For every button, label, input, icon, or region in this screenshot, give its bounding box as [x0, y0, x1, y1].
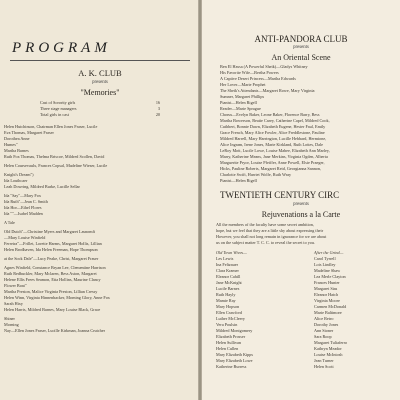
credit-line: Helen Coursevaulx, Frances Copsal, Madeline Wieser, Lucile — [4, 163, 108, 168]
credit-line: Helen Brodhaven, Ida Helen Freeman, Hope Thompson — [4, 247, 98, 252]
cast-line: A Captive Desert Princess—Martha Edwards — [220, 76, 296, 81]
credit-line: Martha Barnes — [4, 148, 29, 153]
credit-line: Martha Preston, Malice Virginia Preston, Lillian Cressy — [4, 289, 98, 294]
credit-line: Ida Ruth"—Jean C. Smith — [4, 199, 48, 204]
cast-name: Mary Elizabeth Lowe — [216, 358, 253, 363]
anti-pandora-heading: ANTI-PANDORA CLUB — [254, 34, 348, 44]
cast-name: Jean Turner — [314, 358, 334, 363]
credit-line: Old Dutch"—Christine Myers and Margaret Lasnomfi — [4, 229, 96, 234]
cast-name: Lucile Barnes — [216, 286, 240, 291]
old-town-wives-column — [216, 250, 300, 370]
cast-line: Chorus—Evelyn Baker, Leone Baker, Florence Barry, Bess — [220, 112, 320, 117]
cast-line: Alice Ingram, Irene Jones, Marie Kirkland, Ruth Lottes, Dale — [220, 142, 324, 147]
cast-name: Katherine Burress — [216, 364, 247, 369]
credit-line: Ida Louthcaer — [4, 178, 28, 183]
cast-name: Marie Baltimore — [314, 310, 342, 315]
cast-name: Kathryn Meador — [314, 346, 342, 351]
credit-line: Eva Thomas, Margaret Fraser — [4, 130, 54, 135]
cast-name: Eleanor Cahill — [216, 274, 241, 279]
column-list — [314, 256, 398, 370]
cast-name: Mildred Montgomery — [216, 328, 253, 333]
credit-line: Shiner — [4, 316, 15, 321]
credit-line: Ruth Redbuckler, Mary Mclaren, Bess Aston, Margaret — [4, 271, 97, 276]
credit-line: Helen Hutchinson, Chairman Ellen Jones Fraser, Lucile — [4, 124, 98, 129]
cast-line: Pianist—Helen Rigell — [220, 100, 257, 105]
cast-name: Lea Merle Clayton — [314, 274, 346, 279]
credit-line: Ruth Fox Thomas, Thelma Briscoe, Mildred Scollen, David — [4, 154, 105, 159]
cast-name: Clara Kramer — [216, 268, 239, 273]
credit-line: Helen Winn, Virginia Hinnenbacker, Morning Glory, Anne Fox — [4, 295, 110, 300]
cast-line: Pianist—Helen Rigell — [220, 178, 257, 183]
cast-name: Margaret Tuliaferro — [314, 340, 348, 345]
cast-name: Luther McCleery — [216, 316, 245, 321]
cast-table — [40, 100, 160, 118]
cast-name: Margaret Sias — [314, 286, 338, 291]
cast-line: LeRoy Mott, Lucile Lowe, Louise Mabee, Elizabeth Ann Marley, — [220, 148, 330, 153]
cast-line: Marry, Katherine Means, Jane Merkins, Virginia Ogden, Alberta — [220, 154, 328, 159]
credit-line: —Mary Louise Winfield — [4, 235, 46, 240]
cast-name: Dorothy Jones — [314, 322, 339, 327]
credit-line: Dorothea Anne — [4, 136, 30, 141]
intro-paragraph — [216, 222, 398, 246]
intro-line: hope, but we feel that they are a little shy about expressing their — [216, 228, 324, 233]
credit-line: Morning — [4, 322, 19, 327]
credit-line: Flower Boat" — [4, 283, 27, 288]
cast-name: Carol Tyrrell — [314, 256, 336, 261]
credit-line: Ferreira"—Frillet, Lorette Harms, Margaret Hollis, Lillian — [4, 241, 102, 246]
intro-line: us on the subject matter T. C. C. to reveal the secret to you. — [216, 240, 316, 245]
cast-name: Louise McIntosh — [314, 352, 343, 357]
cast-name: Helen Cullen — [216, 346, 239, 351]
cast-name: Helen Sullivan — [216, 340, 242, 345]
cast-name: Ruth Hayly — [216, 292, 236, 297]
cast-line: Martha Bowerson, Beatie Carey, Catherine Capel, Mildred Cook, — [220, 118, 330, 123]
column-header: After the Grind— — [314, 250, 344, 255]
credit-line: Sarah Hixy — [4, 301, 23, 306]
cast-line: Grace French, Mary Alice Fowler, Alice Freddlestone, Pauline — [220, 130, 325, 135]
cast-name: Eleanor Hatch — [314, 292, 339, 297]
cast-name: Les Lewis — [216, 256, 234, 261]
cast-line: Mildred Harrell, Mary Harrington, Lucille Hebbard, Hermione, — [220, 136, 327, 141]
program-title: PROGRAM — [12, 40, 111, 56]
cast-line: Ben El Hassa (A Powerful Sheik)—Gladys Whitney — [220, 64, 308, 69]
cast-name: Alice Retro — [314, 316, 334, 321]
column-list — [216, 256, 300, 370]
cast-name: Elizabeth Prosser — [216, 334, 246, 339]
cast-line: Marguerite Pryor, Louise Pfeiffer, Anne Powell, Elsie Praeger, — [220, 160, 325, 165]
cast-name: Lois Lindley — [314, 262, 336, 267]
cast-line: Sumner, Margaret Phillips — [220, 94, 265, 99]
credit-line: Ida "Say"—Mary Fox — [4, 193, 41, 198]
cast-name: Ellen Crawford — [216, 310, 242, 315]
right-page — [202, 0, 400, 400]
column-header: Old Town Wives— — [216, 250, 247, 255]
rejuvenations-title: Rejuvenations a la Carte — [261, 210, 341, 219]
presents-label: presents — [92, 80, 108, 85]
cast-name: Jane McKnight — [216, 280, 242, 285]
cast-row: Cast of Sorority girls 16 — [40, 100, 160, 105]
cast-name: Mary Elizabeth Kipps — [216, 352, 253, 357]
credit-line: Ida Hor—Ethel Flores — [4, 205, 42, 210]
presents-label: presents — [293, 202, 309, 207]
credit-line: Nay—Ellen Jones Fraser, Lucille Kirkman, Joanna Crutcher — [4, 328, 106, 333]
title-rule — [10, 60, 190, 61]
credit-line: Ida ""—Isabel Madden — [4, 211, 43, 216]
cast-name: Carmen McDonald — [314, 304, 347, 309]
cast-name: Vera Poulsin — [216, 322, 238, 327]
credit-line: Agnes Winfield, Constance Bryan Lee, Clementine Harrison — [4, 265, 106, 270]
cast-line: Her Lover—Marie Prophet — [220, 82, 266, 87]
after-the-grind-column — [314, 250, 398, 370]
cast-line: Charlotte Swift, Harriet Wolfe, Ruth Wray — [220, 172, 292, 177]
cast-name: Ina Feltzauer — [216, 262, 238, 267]
cast-name: Helen Scott — [314, 364, 334, 369]
intro-line: However, you shall not long remain in ignorance for we are about — [216, 234, 327, 239]
credit-line: Helene Ellis Frees Seamon, Etta Hollins, Maurine Clancy — [4, 277, 101, 282]
play-title: "Memories" — [80, 88, 120, 97]
twentieth-century-heading: TWENTIETH CENTURY CIRC — [220, 190, 340, 200]
cast-row: Three stage managers 3 — [40, 106, 160, 111]
oriental-scene-title: An Oriental Scene — [271, 53, 331, 62]
presents-label: presents — [293, 45, 309, 50]
credits-list — [4, 124, 194, 334]
credit-line: A Tale — [4, 220, 15, 225]
cast-row: Total girls in cast 20 — [40, 112, 160, 117]
intro-line: All the members of the faculty have some secret ambition, — [216, 222, 314, 227]
credit-line: Leah Dowring, Mildred Burke, Lucille Sellar — [4, 184, 80, 189]
credit-line: Humes" — [4, 142, 18, 147]
cast-line: The Sheik's Attendants—Margaret Rowe, Mary Virginia — [220, 88, 315, 93]
cast-name: Ann Stoner — [314, 328, 334, 333]
cast-name: Mamie Ray — [216, 298, 236, 303]
credit-line: at the Sock Dale"—Lucy Peake, Christ, Margaret Fraser — [4, 256, 99, 261]
cast-line: Reader—Marie Sprague — [220, 106, 261, 111]
credit-line: Knight's Dream") — [4, 172, 34, 177]
cast-name: Frances Hunter — [314, 280, 340, 285]
cast-name: Mary Hopson — [216, 304, 240, 309]
scene-cast — [220, 64, 396, 184]
cast-name: Virginia Moore — [314, 298, 340, 303]
credit-line: Helen Harris, Mildred Barnes, Mary Louise Black, Grace — [4, 307, 101, 312]
cast-line: His Favorite Wife—Bertha Powers — [220, 70, 279, 75]
cast-name: Madeline Shaw — [314, 268, 341, 273]
cast-name: Sara Roop — [314, 334, 332, 339]
left-page — [0, 0, 198, 400]
ak-club-heading: A. K. CLUB — [78, 68, 122, 78]
cast-line: Hicks, Pauline Roberts, Margaret Reid, Georgianna Sannon, — [220, 166, 322, 171]
cast-line: Cuthbert, Bonnie Dawn, Elizabeth Eugene, Hester Faul, Emily — [220, 124, 326, 129]
